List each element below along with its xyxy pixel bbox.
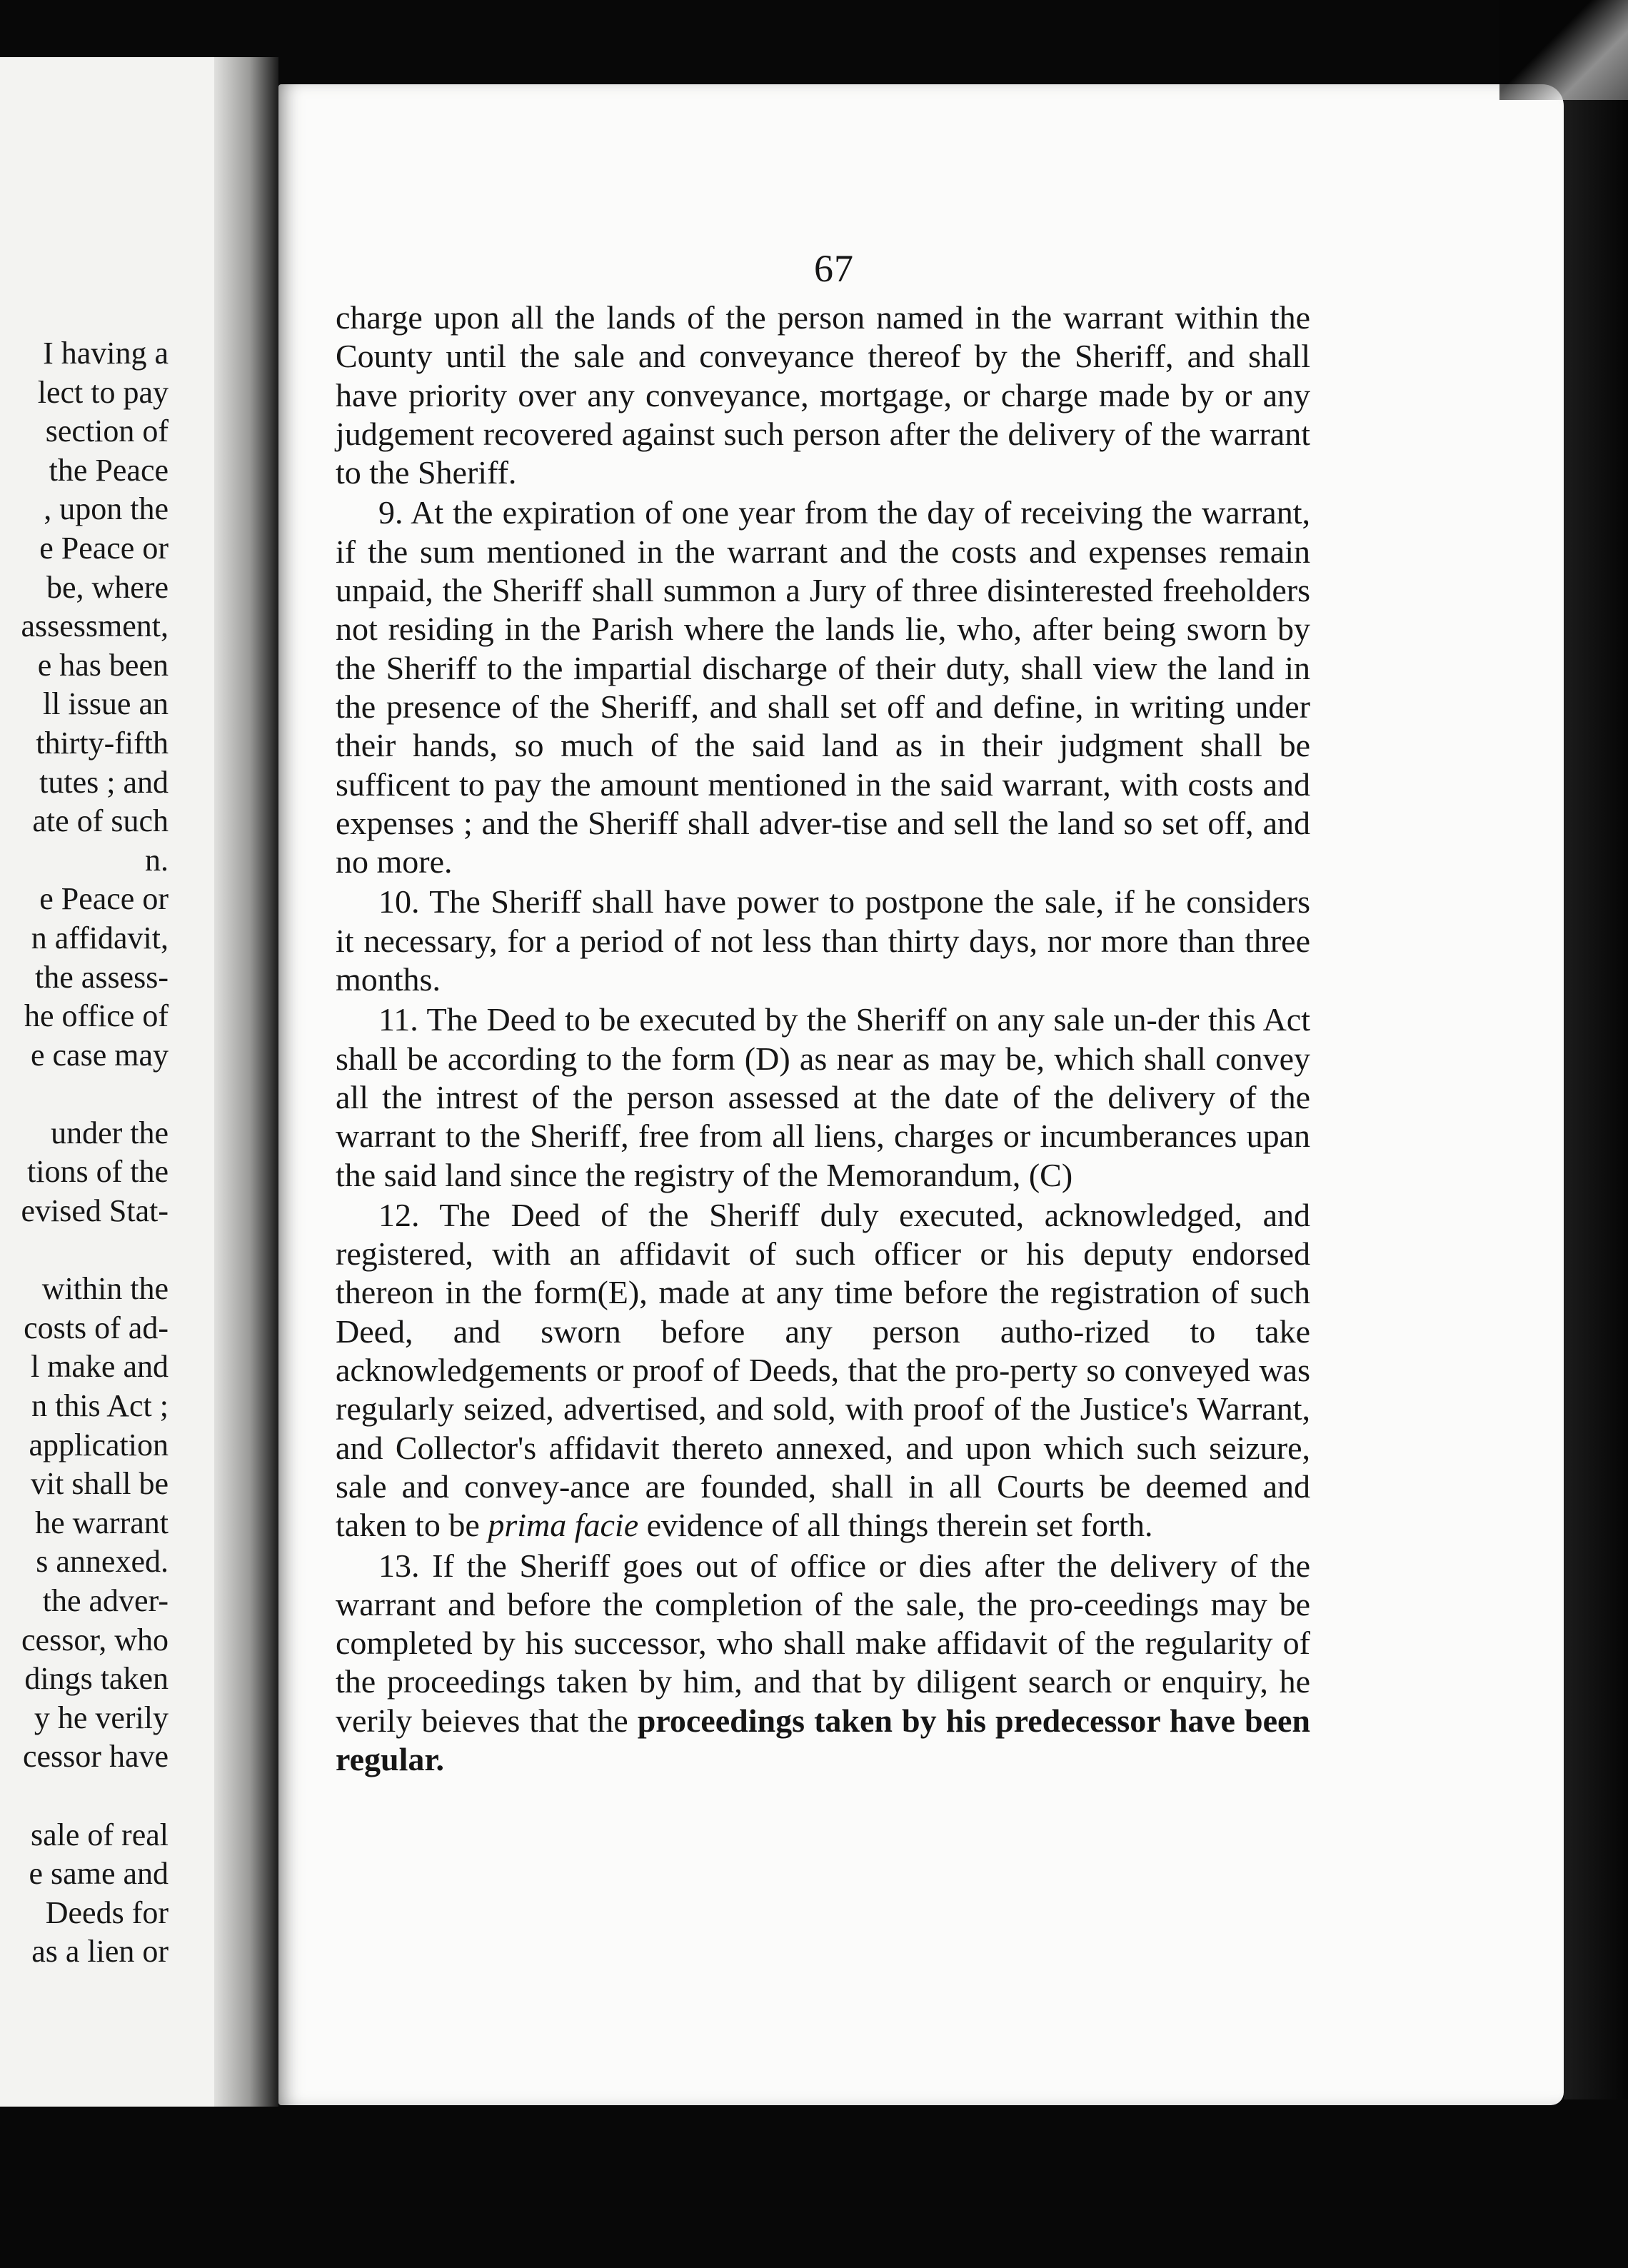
left-page-line: under the xyxy=(51,1115,169,1150)
left-page-line: Deeds for xyxy=(45,1895,169,1930)
left-page-line: costs of ad- xyxy=(24,1310,169,1345)
bold-closing-phrase: proceedings taken by his predecessor have been regular. xyxy=(336,1702,1311,1777)
page-number: 67 xyxy=(814,247,854,290)
section-9 xyxy=(336,493,1310,881)
paragraph-text: 12. The Deed of the Sheriff duly executed, acknowledged, and registered, with an affidavit of such officer or his deputy endorsed thereon in the form(E), made at any time before the registration of such Deed, and sworn before any person autho-rized to take acknowledgements or proof of Deeds, that the pro-perty so conveyed was regularly seized, advertised, and sold, with proof of the Justice's Warrant, and Collector's affidavit thereto annexed, and upon which such seizure, sale and convey-ance are founded, shall in all Courts be deemed and taken to be xyxy=(336,1196,1310,1544)
left-page-fragment xyxy=(0,57,247,2107)
paragraph-text: 13. If the Sheriff goes out of office or dies after the delivery of the warrant and before the completion of the sale, the pro-ceedings may be completed by his successor, who shall make affidavit of the regularity of the proceedings taken by him, and that by diligent search or enquiry, he verily beieves that the xyxy=(336,1547,1310,1739)
left-page-line: evised Stat- xyxy=(21,1193,169,1229)
left-page-line: e Peace or xyxy=(39,881,169,917)
left-page-line: l make and xyxy=(30,1349,169,1385)
left-page-text xyxy=(0,334,169,1972)
left-page-line: n affidavit, xyxy=(31,920,169,955)
left-page-line xyxy=(0,1231,169,1270)
paragraph-text: 10. The Sheriff shall have power to postpone the sale, if he considers it necessary, for a period of not less than thirty days, nor more than three months. xyxy=(336,883,1310,998)
left-page-line: e has been xyxy=(37,647,169,683)
left-page-line: e same and xyxy=(29,1856,169,1892)
left-page-line: sale of real xyxy=(31,1817,169,1852)
left-page-line: , upon the xyxy=(44,491,169,527)
left-page-line: s annexed. xyxy=(36,1544,169,1580)
left-page-line: the assess- xyxy=(35,959,169,995)
left-page-line: be, where xyxy=(46,569,169,605)
section-10 xyxy=(336,883,1310,999)
left-page-line: he office of xyxy=(24,998,169,1034)
left-page-line: e case may xyxy=(31,1037,169,1073)
left-page-line: as a lien or xyxy=(31,1934,169,1970)
left-page-line: cessor have xyxy=(22,1739,169,1775)
left-page-line: ll issue an xyxy=(43,686,169,722)
left-page-line: he warrant xyxy=(35,1505,169,1540)
left-page-line: application xyxy=(29,1427,169,1462)
left-page-line xyxy=(0,1777,169,1816)
paragraph-text: 9. At the expiration of one year from the day of receiving the warrant, if the sum mentioned in the warrant and the costs and expenses remain unpaid, the Sheriff shall summon a Jury of three disinterested freeholders not residing in the Parish where the lands lie, who, after being sworn by the Sheriff to the impartial discharge of their duty, shall view the land in the presence of the Sheriff, and shall set off and define, in writing under their hands, so much of the said land as in their judgment shall be sufficent to pay the amount mentioned in the said warrant, with costs and expenses ; and the Sheriff shall adver-tise and sell the land so set off, and no more. xyxy=(336,494,1310,880)
left-page-line: cessor, who xyxy=(21,1622,169,1657)
corner-scrap xyxy=(1499,0,1628,100)
paragraph-continuation xyxy=(336,298,1310,492)
left-page-line: vit shall be xyxy=(30,1466,169,1502)
left-page-line: within the xyxy=(41,1271,169,1307)
book-gutter xyxy=(214,57,278,2107)
paragraph-text: evidence of all things therein set forth. xyxy=(638,1507,1153,1544)
left-page-line: the Peace xyxy=(49,452,169,488)
left-page-line: tions of the xyxy=(27,1154,169,1190)
paragraph-text: charge upon all the lands of the person named in the warrant within the County until the sale and conveyance thereof by the Sheriff, and shall have priority over any conveyance, mortgage, or charge made by or any judgement recovered against such person after the delivery of the warrant to the Sheriff. xyxy=(336,299,1310,491)
left-page-line: e Peace or xyxy=(39,530,169,566)
left-page-line xyxy=(0,1075,169,1114)
section-11 xyxy=(336,1000,1310,1194)
left-page-line: I having a xyxy=(43,336,169,371)
paragraph-text: 11. The Deed to be executed by the Sheriff on any sale un-der this Act shall be according to the form (D) as near as may be, which shall convey all the intrest of the person assessed at the date of the delivery of the warrant to the Sheriff, free from all liens, charges or incumberances upan the said land since the registry of the Memorandum, (C) xyxy=(336,1001,1310,1193)
left-page-line: section of xyxy=(45,413,169,449)
italic-term: prima facie xyxy=(488,1507,639,1544)
left-page-line: dings taken xyxy=(24,1661,169,1697)
left-page-line: ate of such xyxy=(32,803,169,839)
left-page-line: lect to pay xyxy=(37,374,169,410)
section-13 xyxy=(336,1547,1310,1780)
left-page-line: the adver- xyxy=(42,1583,169,1618)
left-page-line: n this Act ; xyxy=(31,1388,169,1424)
left-page-line: thirty-fifth xyxy=(36,725,169,761)
left-page-line: n. xyxy=(145,842,169,878)
page-body xyxy=(336,298,1310,1779)
section-12 xyxy=(336,1196,1310,1545)
left-page-line: tutes ; and xyxy=(39,764,169,800)
page-edge-shadow xyxy=(1564,100,1628,2099)
left-page-line: assessment, xyxy=(21,608,169,644)
left-page-line: y he verily xyxy=(34,1700,169,1735)
